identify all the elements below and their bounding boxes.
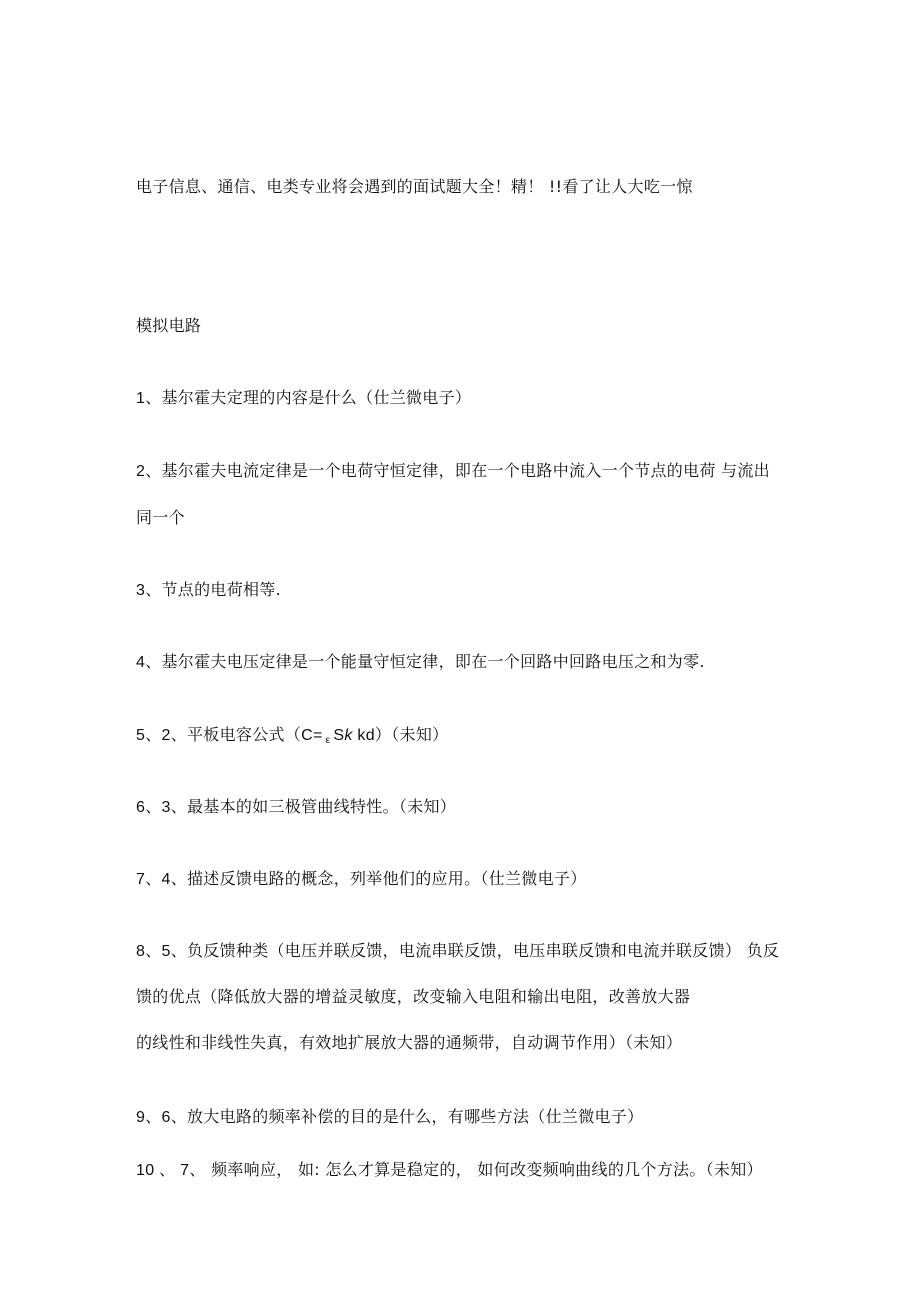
- question-text: 基尔霍夫电流定律是一个电荷守恒定律，即在一个电路中流入一个节点的电荷 与流出: [161, 461, 770, 480]
- question-number: 3、: [136, 582, 162, 599]
- question-suffix: ）（未知）: [374, 725, 449, 744]
- question-number: 8、5、: [136, 943, 187, 960]
- question-8-line-2: 馈的优点（降低放大器的增益灵敏度，改变输入电阻和输出电阻，改善放大器: [136, 987, 691, 1006]
- question-text: 描述反馈电路的概念，列举他们的应用。（仕兰微电子）: [187, 869, 587, 888]
- question-text: 平板电容公式（: [187, 725, 302, 744]
- document-title: 电子信息、通信、电类专业将会遇到的面试题大全！精！ !!看了让人大吃一惊: [136, 177, 693, 196]
- question-number: 10 、 7、: [136, 1162, 206, 1179]
- question-4: [136, 651, 705, 674]
- question-text: 放大电路的频率补偿的目的是什么，有哪些方法（仕兰微电子）: [187, 1107, 644, 1126]
- question-6: [136, 796, 456, 819]
- formula-epsilon: ε: [325, 735, 331, 746]
- formula: [301, 727, 375, 744]
- question-text: 基尔霍夫电压定律是一个能量守恒定律，即在一个回路中回路电压之和为零.: [161, 652, 705, 671]
- question-number: 4、: [136, 654, 162, 671]
- question-2-line-1: [136, 460, 770, 483]
- question-number: 5、2、: [136, 727, 187, 744]
- question-text: 负反馈种类（电压并联反馈，电流串联反馈，电压串联反馈和电流并联反馈） 负反: [187, 941, 780, 960]
- question-number: 7、4、: [136, 871, 187, 888]
- question-9: [136, 1106, 643, 1129]
- question-1: [136, 387, 471, 410]
- formula-k: k: [344, 727, 353, 744]
- question-text: 节点的电荷相等.: [161, 580, 281, 599]
- question-8-line-3: 的线性和非线性失真，有效地扩展放大器的通频带，自动调节作用）（未知）: [136, 1033, 683, 1052]
- question-7: [136, 868, 587, 891]
- question-number: 2、: [136, 463, 162, 480]
- question-text: 频率响应， 如: 怎么才算是稳定的， 如何改变频响曲线的几个方法。（未知）: [205, 1160, 763, 1179]
- question-number: 6、3、: [136, 799, 187, 816]
- question-text: 最基本的如三极管曲线特性。（未知）: [187, 797, 457, 816]
- question-number: 1、: [136, 390, 162, 407]
- question-10: [136, 1159, 763, 1182]
- formula-kd: kd: [352, 727, 375, 744]
- question-number: 9、6、: [136, 1109, 187, 1126]
- question-5: [136, 724, 448, 752]
- formula-c: C=: [301, 727, 323, 744]
- formula-s: S: [333, 727, 345, 744]
- question-text: 基尔霍夫定理的内容是什么（仕兰微电子）: [161, 388, 472, 407]
- section-heading: 模拟电路: [136, 316, 202, 335]
- question-8-line-1: [136, 940, 779, 963]
- question-2-line-2: 同一个: [136, 508, 185, 527]
- question-3: [136, 579, 281, 602]
